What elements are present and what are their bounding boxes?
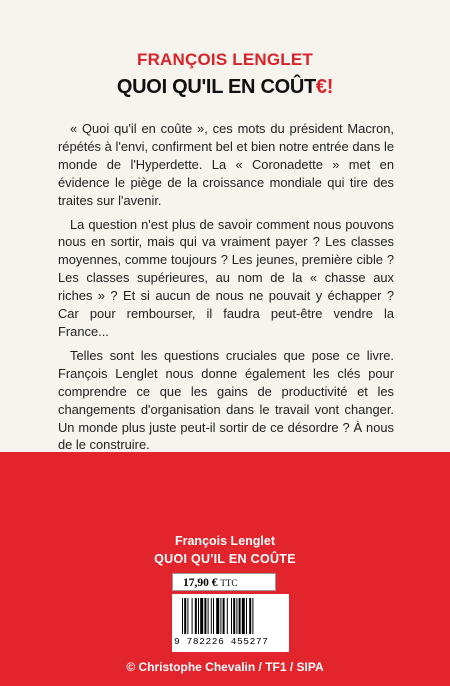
blurb bbox=[58, 120, 394, 460]
footer-author: François Lenglet bbox=[174, 534, 276, 548]
title-accent: €! bbox=[315, 76, 334, 98]
author-name: FRANÇOIS LENGLET bbox=[136, 50, 314, 69]
title-main: QUOI QU'IL EN COÛT bbox=[116, 76, 316, 98]
price-value: 17,90 € bbox=[183, 577, 218, 589]
book-title bbox=[0, 76, 450, 99]
price-label bbox=[172, 573, 276, 591]
barcode bbox=[172, 594, 289, 652]
footer-title: QUOI QU'IL EN COÛTE bbox=[154, 552, 296, 566]
ean-number: 9 782226 455277 bbox=[174, 636, 269, 647]
blurb-paragraph: Telles sont les questions cruciales que pose ce livre. François Lenglet nous donne également les clés pour comprendre ce que les gains de productivité et les changements d'organisation dans le travail vont changer. Un monde plus juste peut-il sortir de ce désordre ? À nous de le construire. bbox=[58, 347, 394, 453]
price-suffix: TTC bbox=[220, 578, 238, 588]
blurb-paragraph: « Quoi qu'il en coûte », ces mots du président Macron, répétés à l'envi, confirment bel et bien notre entrée dans le monde de l'Hyperdette. La « Coronadette » met en évidence le piège de la croissance mondiale qui tire des traites sur l'avenir. bbox=[58, 121, 394, 208]
barcode-bars bbox=[182, 598, 282, 636]
blurb-paragraph: La question n'est plus de savoir comment nous pouvons nous en sortir, mais qui va vraiment payer ? Les classes moyennes, comme toujours ? Les jeunes, première cible ? Les classes supérieures, au nom de la « chasse aux riches » ? Et si aucun de nous ne pouvait y échapper ? Car pour rembourser, il faudra peut-être vendre la France... bbox=[58, 216, 394, 339]
photo-credit: © Christophe Chevalin / TF1 / SIPA bbox=[126, 660, 324, 674]
